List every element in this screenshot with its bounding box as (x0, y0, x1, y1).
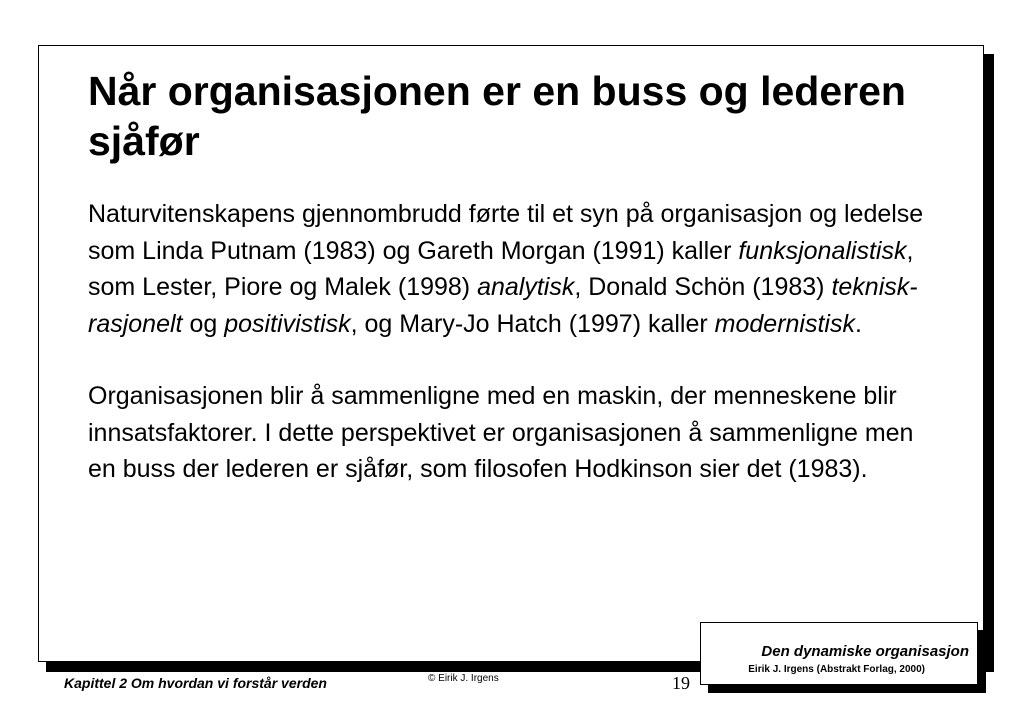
paragraph-1-text-4: og (182, 309, 225, 338)
term-positivistisk: positivistisk (224, 309, 351, 338)
term-funksjonalistisk: funksjonalistisk (738, 236, 907, 265)
paragraph-1-text-3: , Donald Schön (1983) (574, 273, 832, 301)
paragraph-2: Organisasjonen blir å sammenligne med en maskin, der menneskene blir innsatsfaktorer. I dette perspektivet er organisasjonen å sammenligne men en buss der lederen er sjåfør, som filosofen Hodkinson sier det (1983). (88, 382, 914, 483)
paragraph-1-text-2: , som Lester, Piore og Malek (1998) (88, 236, 914, 301)
paragraph-1-text-5: , og Mary-Jo Hatch (1997) kaller (350, 309, 715, 338)
footer-copyright: © Eirik J. Irgens (428, 673, 499, 684)
paragraph-1 (88, 196, 938, 342)
term-modernistisk: modernistisk (714, 309, 855, 338)
page-number: 19 (672, 673, 690, 693)
footer-chapter: Kapittel 2 Om hvordan vi forstår verden (64, 675, 327, 691)
book-title: Den dynamiske organisasjon (761, 643, 969, 660)
slide-title: Når organisasjonen er en buss og lederen sjåfør (88, 68, 906, 164)
term-teknisk-rasjonelt: teknisk-rasjonelt (88, 273, 918, 338)
book-author-publisher: Eirik J. Irgens (Abstrakt Forlag, 2000) (748, 664, 925, 675)
paragraph-1-text-6: . (854, 309, 862, 338)
term-analytisk: analytisk (477, 273, 575, 301)
book-reference-box (700, 622, 978, 685)
paragraph-1-text-1: Naturvitenskapens gjennombrudd førte til et syn på organisasjon og ledelse som Linda Putnam (1983) og Gareth Morgan (1991) kaller (88, 200, 924, 265)
slide-body (88, 196, 938, 488)
